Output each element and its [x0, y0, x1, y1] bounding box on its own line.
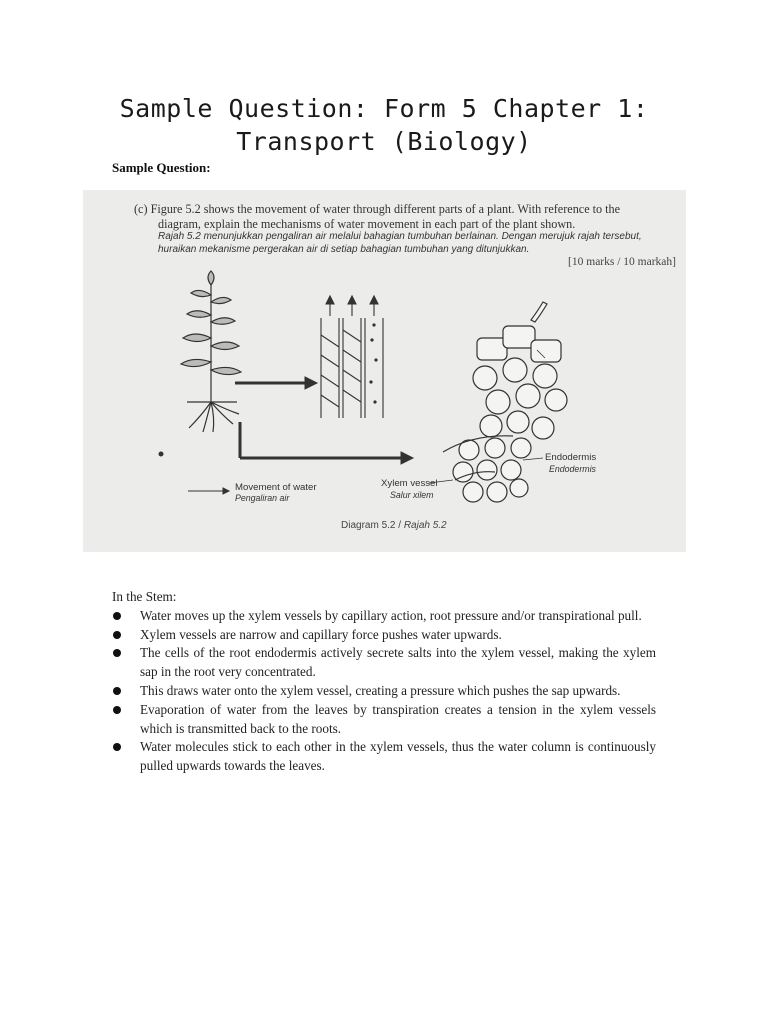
bullet-icon: [113, 687, 121, 695]
section-heading: In the Stem:: [112, 589, 177, 604]
list-item: [112, 738, 656, 776]
bullet-icon: [113, 612, 121, 620]
list-item-text: The cells of the root endodermis actively secrete salts into the xylem vessel, making the xylem sap in the root very concentrated.: [140, 645, 656, 680]
marks-label: [10 marks / 10 markah]: [568, 256, 676, 268]
title-line-2: Transport (Biology): [236, 127, 532, 156]
list-item: [112, 682, 656, 701]
legend-label: Movement of water: [235, 482, 317, 493]
endodermis-label: Endodermis: [545, 452, 597, 463]
legend-label-malay: Pengaliran air: [235, 493, 290, 503]
list-item: [112, 644, 656, 682]
question-malay-line-1: Rajah 5.2 menunjukkan pengaliran air melalui bahagian tumbuhan berlainan. Dengan merujuk rajah tersebut,: [158, 231, 642, 242]
title-line-1: Sample Question: Form 5 Chapter 1:: [119, 94, 649, 123]
list-item: [112, 626, 656, 645]
xylem-vessel-label-malay: Salur xilem: [390, 490, 434, 500]
bullet-icon: [113, 649, 121, 657]
xylem-vessel-label: Xylem vessel: [381, 478, 438, 489]
question-malay-line-2: huraikan mekanisme pergerakan air di setiap bahagian tumbuhan yang ditunjukkan.: [158, 244, 530, 255]
question-line-1: (c) Figure 5.2 shows the movement of water through different parts of a plant. With reference to the: [134, 202, 621, 216]
list-item-text: Evaporation of water from the leaves by transpiration creates a tension in the xylem vessels which is transmitted back to the roots.: [140, 701, 656, 736]
answer-section: [112, 588, 656, 776]
list-item: [112, 701, 656, 739]
answer-bullet-list: [112, 607, 656, 776]
bullet-icon: [113, 706, 121, 714]
list-item-text: Water moves up the xylem vessels by capillary action, root pressure and/or transpirational pull.: [140, 607, 642, 623]
sample-question-heading: Sample Question:: [112, 160, 211, 175]
bullet-icon: [113, 631, 121, 639]
endodermis-label-malay: Endodermis: [549, 464, 596, 474]
page-title: [0, 92, 768, 158]
list-item-text: Xylem vessels are narrow and capillary force pushes water upwards.: [140, 626, 502, 642]
list-item-text: This draws water onto the xylem vessel, creating a pressure which pushes the sap upwards.: [140, 682, 621, 698]
question-figure-scan: [83, 190, 686, 552]
diagram-caption: [341, 520, 447, 531]
caption-english: Diagram 5.2 /: [341, 520, 404, 531]
list-item: [112, 607, 656, 626]
question-line-2: diagram, explain the mechanisms of water movement in each part of the plant shown.: [158, 217, 576, 231]
question-text: [83, 190, 686, 552]
bullet-icon: [113, 743, 121, 751]
list-item-text: Water molecules stick to each other in the xylem vessels, thus the water column is continuously pulled upwards towards the leaves.: [140, 739, 656, 774]
caption-malay: Rajah 5.2: [403, 520, 447, 531]
